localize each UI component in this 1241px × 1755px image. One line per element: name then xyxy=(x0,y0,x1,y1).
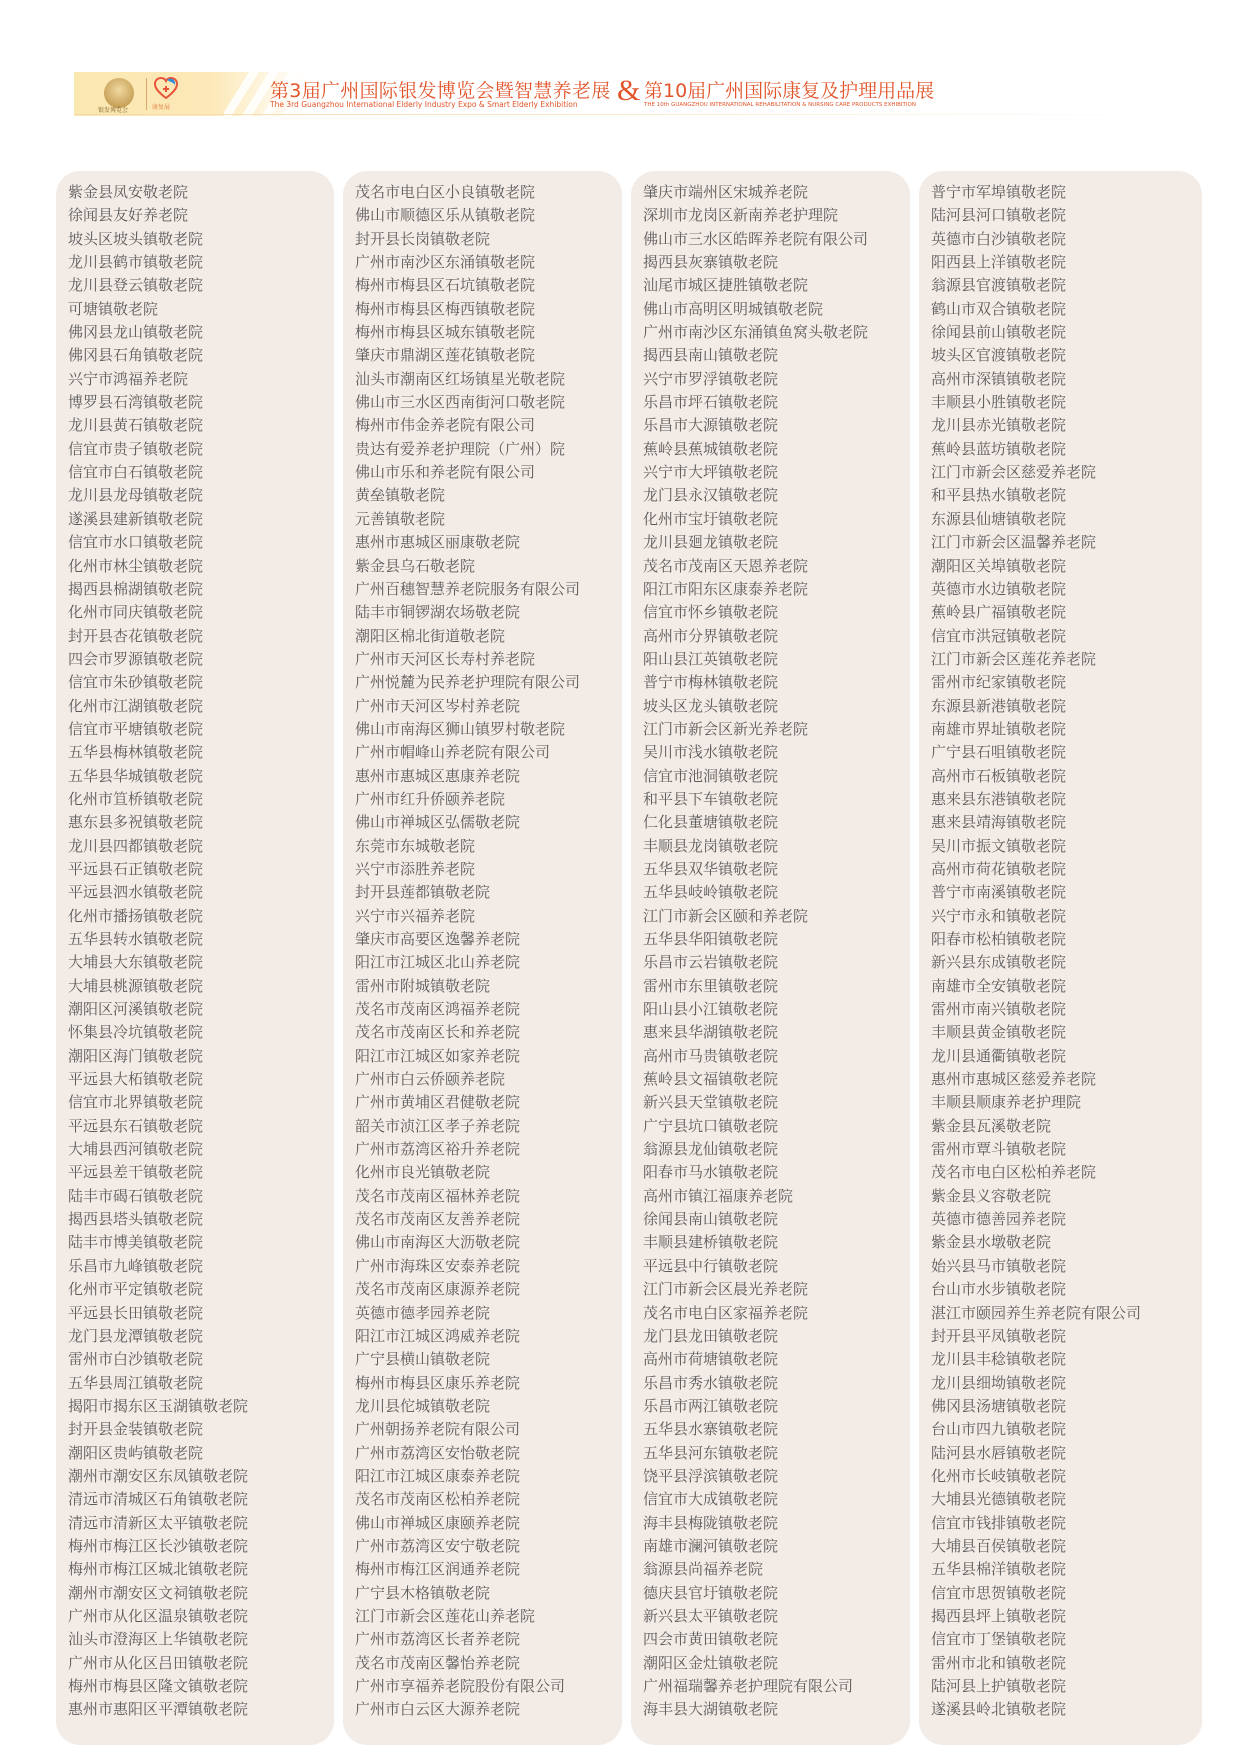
list-item: 高州市石板镇敬老院 xyxy=(931,766,1067,785)
list-item: 潮阳区贵屿镇敬老院 xyxy=(68,1443,204,1462)
list-item: 阳江市江城区如家养老院 xyxy=(355,1046,521,1065)
nursing-home-list xyxy=(68,181,334,1722)
list-item: 丰顺县建桥镇敬老院 xyxy=(643,1233,779,1252)
list-item: 梅州市梅县区城东镇敬老院 xyxy=(355,323,536,342)
list-item: 蕉岭县广福镇敬老院 xyxy=(931,603,1067,622)
list-item: 惠来县靖海镇敬老院 xyxy=(931,813,1067,832)
list-item: 五华县水寨镇敬老院 xyxy=(643,1420,779,1439)
list-item: 江门市新会区新光养老院 xyxy=(643,719,809,738)
list-item: 龙川县通衢镇敬老院 xyxy=(931,1046,1067,1065)
list-item: 徐闻县南山镇敬老院 xyxy=(643,1210,779,1229)
list-item: 普宁市梅林镇敬老院 xyxy=(643,673,779,692)
list-item: 紫金县义容敬老院 xyxy=(931,1186,1052,1205)
list-item: 广州市海珠区安泰养老院 xyxy=(355,1256,521,1275)
list-item: 陆河县河口镇敬老院 xyxy=(931,206,1067,225)
list-item: 化州市江湖镇敬老院 xyxy=(68,696,204,715)
list-item: 普宁市军埠镇敬老院 xyxy=(931,183,1067,201)
list-item: 揭阳市揭东区玉湖镇敬老院 xyxy=(68,1396,249,1415)
list-item: 封开县莲都镇敬老院 xyxy=(355,883,491,902)
list-item: 黄垒镇敬老院 xyxy=(355,486,446,505)
list-item: 陆河县水唇镇敬老院 xyxy=(931,1443,1067,1462)
list-item: 丰顺县黄金镇敬老院 xyxy=(931,1023,1067,1042)
list-item: 信宜市平塘镇敬老院 xyxy=(68,719,204,738)
list-item: 和平县热水镇敬老院 xyxy=(931,486,1067,505)
list-item: 高州市深镇镇敬老院 xyxy=(931,369,1067,388)
list-item: 惠州市惠城区丽康敬老院 xyxy=(355,533,521,552)
list-item: 茂名市茂南区鸿福养老院 xyxy=(355,1000,521,1019)
list-item: 英德市德善园养老院 xyxy=(931,1210,1067,1229)
list-item: 龙门县龙潭镇敬老院 xyxy=(68,1326,204,1345)
list-item: 吴川市浅水镇敬老院 xyxy=(643,743,779,762)
list-item: 信宜市池洞镇敬老院 xyxy=(643,766,779,785)
list-item: 广州市白云区大源养老院 xyxy=(355,1700,521,1719)
list-item: 乐昌市大源镇敬老院 xyxy=(643,416,779,435)
nursing-home-list xyxy=(643,181,910,1722)
list-item: 雷州市东里镇敬老院 xyxy=(643,976,779,995)
list-item: 潮阳区关埠镇敬老院 xyxy=(931,556,1067,575)
list-item: 怀集县冷坑镇敬老院 xyxy=(68,1023,204,1042)
list-item: 梅州市梅江区城北镇敬老院 xyxy=(68,1560,249,1579)
list-item: 龙川县赤光镇敬老院 xyxy=(931,416,1067,435)
list-item: 封开县长岗镇敬老院 xyxy=(355,229,491,248)
list-item: 紫金县乌石敬老院 xyxy=(355,556,476,575)
list-item: 茂名市电白区小良镇敬老院 xyxy=(355,183,536,201)
list-item: 广宁县坑口镇敬老院 xyxy=(643,1116,779,1135)
list-item: 封开县金装镇敬老院 xyxy=(68,1420,204,1439)
list-item: 汕尾市城区捷胜镇敬老院 xyxy=(643,276,809,295)
rehab-expo-heart-logo-icon xyxy=(154,77,178,99)
list-item: 平远县东石镇敬老院 xyxy=(68,1116,204,1135)
list-item: 龙川县佗城镇敬老院 xyxy=(355,1396,491,1415)
logo-divider xyxy=(146,78,147,110)
list-item: 封开县杏花镇敬老院 xyxy=(68,626,204,645)
list-item: 江门市新会区莲花山养老院 xyxy=(355,1606,536,1625)
list-item: 五华县华城镇敬老院 xyxy=(68,766,204,785)
list-item: 四会市罗源镇敬老院 xyxy=(68,649,204,668)
list-item: 兴宁市兴福养老院 xyxy=(355,906,476,925)
list-item: 乐昌市云岩镇敬老院 xyxy=(643,953,779,972)
list-item: 陆河县上护镇敬老院 xyxy=(931,1677,1067,1695)
exhibition-banner xyxy=(74,72,1174,116)
list-item: 化州市长岐镇敬老院 xyxy=(931,1466,1067,1485)
silver-expo-logo-caption: 银发博览会 xyxy=(98,107,129,114)
list-item: 遂溪县岭北镇敬老院 xyxy=(931,1700,1067,1719)
list-item: 揭西县灰寨镇敬老院 xyxy=(643,253,779,272)
list-item: 翁源县龙仙镇敬老院 xyxy=(643,1140,779,1159)
list-item: 乐昌市秀水镇敬老院 xyxy=(643,1373,779,1392)
list-item: 肇庆市端州区宋城养老院 xyxy=(643,183,809,201)
list-item: 茂名市茂南区松柏养老院 xyxy=(355,1490,521,1509)
list-item: 信宜市大成镇敬老院 xyxy=(643,1490,779,1509)
list-item: 龙门县龙田镇敬老院 xyxy=(643,1326,779,1345)
list-item: 韶关市浈江区孝子养老院 xyxy=(355,1116,521,1135)
list-item: 佛山市禅城区弘儒敬老院 xyxy=(355,813,521,832)
silver-expo-logo-icon xyxy=(104,78,134,108)
list-item: 台山市水步镇敬老院 xyxy=(931,1280,1067,1299)
list-item: 平远县长田镇敬老院 xyxy=(68,1303,204,1322)
list-item: 佛山市南海区大沥敬老院 xyxy=(355,1233,521,1252)
list-item: 新兴县天堂镇敬老院 xyxy=(643,1093,779,1112)
list-item: 平远县差干镇敬老院 xyxy=(68,1163,204,1182)
list-item: 兴宁市添胜养老院 xyxy=(355,859,476,878)
list-item: 五华县周江镇敬老院 xyxy=(68,1373,204,1392)
list-item: 翁源县尚福养老院 xyxy=(643,1560,764,1579)
list-item: 广州市荔湾区裕升养老院 xyxy=(355,1140,521,1159)
list-item: 信宜市钱排镇敬老院 xyxy=(931,1513,1067,1532)
list-item: 清远市清城区石角镇敬老院 xyxy=(68,1490,249,1509)
nursing-home-list xyxy=(931,181,1202,1722)
list-item: 广宁县石咀镇敬老院 xyxy=(931,743,1067,762)
list-item: 广州市享福养老院股份有限公司 xyxy=(355,1677,566,1695)
list-item: 阳山县小江镇敬老院 xyxy=(643,1000,779,1019)
rehab-title-en: THE 10th GUANGZHOU INTERNATIONAL REHABILITATION & NURSING CARE PRODUCTS EXHIBITION xyxy=(644,102,916,108)
list-item: 博罗县石湾镇敬老院 xyxy=(68,393,204,412)
list-item: 高州市马贵镇敬老院 xyxy=(643,1046,779,1065)
list-item: 潮阳区棉北街道敬老院 xyxy=(355,626,506,645)
list-item: 英德市德孝园养老院 xyxy=(355,1303,491,1322)
list-item: 蕉岭县文福镇敬老院 xyxy=(643,1070,779,1089)
list-item: 吴川市振文镇敬老院 xyxy=(931,836,1067,855)
list-item: 潮阳区金灶镇敬老院 xyxy=(643,1653,779,1672)
list-column-2 xyxy=(343,171,622,1745)
list-item: 惠州市惠阳区平潭镇敬老院 xyxy=(68,1700,249,1719)
list-item: 五华县双华镇敬老院 xyxy=(643,859,779,878)
list-item: 汕头市澄海区上华镇敬老院 xyxy=(68,1630,249,1649)
list-item: 江门市新会区晨光养老院 xyxy=(643,1280,809,1299)
list-item: 贵达有爱养老护理院（广州）院 xyxy=(355,439,566,458)
list-item: 化州市平定镇敬老院 xyxy=(68,1280,204,1299)
list-item: 徐闻县前山镇敬老院 xyxy=(931,323,1067,342)
list-item: 陆丰市铜锣湖农场敬老院 xyxy=(355,603,521,622)
list-item: 梅州市梅县区石坑镇敬老院 xyxy=(355,276,536,295)
list-item: 坡头区官渡镇敬老院 xyxy=(931,346,1067,365)
list-item: 茂名市电白区松柏养老院 xyxy=(931,1163,1097,1182)
list-item: 佛山市顺德区乐从镇敬老院 xyxy=(355,206,536,225)
list-item: 肇庆市鼎湖区莲花镇敬老院 xyxy=(355,346,536,365)
list-item: 陆丰市博美镇敬老院 xyxy=(68,1233,204,1252)
list-item: 广州悦麓为民养老护理院有限公司 xyxy=(355,673,581,692)
list-item: 梅州市梅县区梅西镇敬老院 xyxy=(355,299,536,318)
list-item: 五华县棉洋镇敬老院 xyxy=(931,1560,1067,1579)
list-item: 阳西县上洋镇敬老院 xyxy=(931,253,1067,272)
list-item: 佛冈县汤塘镇敬老院 xyxy=(931,1396,1067,1415)
list-item: 阳江市江城区鸿威养老院 xyxy=(355,1326,521,1345)
list-item: 惠州市惠城区慈爱养老院 xyxy=(931,1070,1097,1089)
list-item: 龙川县龙母镇敬老院 xyxy=(68,486,204,505)
list-item: 雷州市纪家镇敬老院 xyxy=(931,673,1067,692)
list-item: 惠来县华湖镇敬老院 xyxy=(643,1023,779,1042)
list-item: 遂溪县建新镇敬老院 xyxy=(68,509,204,528)
list-item: 南雄市界址镇敬老院 xyxy=(931,719,1067,738)
list-item: 紫金县瓦溪敬老院 xyxy=(931,1116,1052,1135)
list-item: 潮阳区海门镇敬老院 xyxy=(68,1046,204,1065)
list-item: 乐昌市九峰镇敬老院 xyxy=(68,1256,204,1275)
list-item: 德庆县官圩镇敬老院 xyxy=(643,1583,779,1602)
list-item: 五华县华阳镇敬老院 xyxy=(643,930,779,948)
list-item: 惠来县东港镇敬老院 xyxy=(931,789,1067,808)
list-item: 佛山市禅城区康颐养老院 xyxy=(355,1513,521,1532)
list-item: 梅州市梅县区隆文镇敬老院 xyxy=(68,1677,249,1695)
list-item: 广州百穗智慧养老院服务有限公司 xyxy=(355,579,581,598)
list-item: 东源县仙塘镇敬老院 xyxy=(931,509,1067,528)
list-item: 坡头区龙头镇敬老院 xyxy=(643,696,779,715)
list-item: 仁化县董塘镇敬老院 xyxy=(643,813,779,832)
list-item: 翁源县官渡镇敬老院 xyxy=(931,276,1067,295)
list-item: 始兴县马市镇敬老院 xyxy=(931,1256,1067,1275)
nursing-home-list xyxy=(355,181,622,1722)
list-column-3 xyxy=(631,171,910,1745)
list-item: 广州市从化区吕田镇敬老院 xyxy=(68,1653,249,1672)
list-item: 广宁县横山镇敬老院 xyxy=(355,1350,491,1369)
list-item: 佛山市高明区明城镇敬老院 xyxy=(643,299,824,318)
list-item: 广州市天河区长寿村养老院 xyxy=(355,649,536,668)
list-item: 广州市白云侨颐养老院 xyxy=(355,1070,506,1089)
list-item: 惠东县多祝镇敬老院 xyxy=(68,813,204,832)
list-item: 潮州市潮安区东凤镇敬老院 xyxy=(68,1466,249,1485)
list-item: 平远县中行镇敬老院 xyxy=(643,1256,779,1275)
list-item: 佛山市三水区皓晖养老院有限公司 xyxy=(643,229,869,248)
list-item: 兴宁市鸿福养老院 xyxy=(68,369,189,388)
list-item: 阳春市马水镇敬老院 xyxy=(643,1163,779,1182)
list-column-1 xyxy=(56,171,334,1745)
list-item: 海丰县大湖镇敬老院 xyxy=(643,1700,779,1719)
list-item: 雷州市覃斗镇敬老院 xyxy=(931,1140,1067,1159)
list-item: 高州市荷塘镇敬老院 xyxy=(643,1350,779,1369)
list-item: 五华县河东镇敬老院 xyxy=(643,1443,779,1462)
list-item: 丰顺县小胜镇敬老院 xyxy=(931,393,1067,412)
list-item: 信宜市白石镇敬老院 xyxy=(68,463,204,482)
list-item: 梅州市梅江区长沙镇敬老院 xyxy=(68,1536,249,1555)
list-item: 化州市同庆镇敬老院 xyxy=(68,603,204,622)
list-item: 大埔县百侯镇敬老院 xyxy=(931,1536,1067,1555)
list-item: 五华县岐岭镇敬老院 xyxy=(643,883,779,902)
list-item: 汕头市潮南区红场镇星光敬老院 xyxy=(355,369,566,388)
list-item: 化州市良光镇敬老院 xyxy=(355,1163,491,1182)
list-item: 茂名市茂南区馨怡养老院 xyxy=(355,1653,521,1672)
list-item: 元善镇敬老院 xyxy=(355,509,446,528)
list-item: 兴宁市大坪镇敬老院 xyxy=(643,463,779,482)
list-item: 紫金县水墩敬老院 xyxy=(931,1233,1052,1252)
list-item: 化州市宝圩镇敬老院 xyxy=(643,509,779,528)
list-item: 揭西县南山镇敬老院 xyxy=(643,346,779,365)
list-item: 惠州市惠城区惠康养老院 xyxy=(355,766,521,785)
banner-underline xyxy=(74,114,1174,115)
list-item: 广州市从化区温泉镇敬老院 xyxy=(68,1606,249,1625)
list-item: 茂名市茂南区长和养老院 xyxy=(355,1023,521,1042)
list-item: 高州市镇江福康养老院 xyxy=(643,1186,794,1205)
list-item: 大埔县光德镇敬老院 xyxy=(931,1490,1067,1509)
list-item: 化州市笪桥镇敬老院 xyxy=(68,789,204,808)
list-item: 乐昌市坪石镇敬老院 xyxy=(643,393,779,412)
list-item: 兴宁市罗浮镇敬老院 xyxy=(643,369,779,388)
list-item: 阳山县江英镇敬老院 xyxy=(643,649,779,668)
list-item: 和平县下车镇敬老院 xyxy=(643,789,779,808)
list-item: 信宜市朱砂镇敬老院 xyxy=(68,673,204,692)
list-item: 湛江市颐园养生养老院有限公司 xyxy=(931,1303,1142,1322)
list-item: 佛冈县龙山镇敬老院 xyxy=(68,323,204,342)
list-item: 阳江市江城区北山养老院 xyxy=(355,953,521,972)
list-item: 高州市荷花镇敬老院 xyxy=(931,859,1067,878)
list-column-4 xyxy=(919,171,1202,1745)
list-item: 佛冈县石角镇敬老院 xyxy=(68,346,204,365)
list-item: 龙川县细坳镇敬老院 xyxy=(931,1373,1067,1392)
list-item: 化州市林尘镇敬老院 xyxy=(68,556,204,575)
list-item: 阳春市松柏镇敬老院 xyxy=(931,930,1067,948)
list-item: 乐昌市两江镇敬老院 xyxy=(643,1396,779,1415)
list-item: 东源县新港镇敬老院 xyxy=(931,696,1067,715)
expo-title-cn: 第3届广州国际银发博览会暨智慧养老展 xyxy=(270,80,611,102)
list-item: 丰顺县顺康养老护理院 xyxy=(931,1093,1082,1112)
list-item: 紫金县凤安敬老院 xyxy=(68,183,189,201)
list-item: 龙川县四都镇敬老院 xyxy=(68,836,204,855)
list-item: 雷州市北和镇敬老院 xyxy=(931,1653,1067,1672)
list-item: 徐闻县友好养老院 xyxy=(68,206,189,225)
list-item: 江门市新会区颐和养老院 xyxy=(643,906,809,925)
list-item: 大埔县大东镇敬老院 xyxy=(68,953,204,972)
list-item: 雷州市附城镇敬老院 xyxy=(355,976,491,995)
list-item: 平远县大柘镇敬老院 xyxy=(68,1070,204,1089)
list-item: 广州市南沙区东涌镇鱼窝头敬老院 xyxy=(643,323,869,342)
list-item: 广州福瑞馨养老护理院有限公司 xyxy=(643,1677,854,1695)
list-item: 佛山市三水区西南街河口敬老院 xyxy=(355,393,566,412)
list-item: 广州市天河区岑村养老院 xyxy=(355,696,521,715)
list-item: 揭西县塔头镇敬老院 xyxy=(68,1210,204,1229)
list-item: 五华县转水镇敬老院 xyxy=(68,930,204,948)
list-item: 高州市分界镇敬老院 xyxy=(643,626,779,645)
list-item: 信宜市贵子镇敬老院 xyxy=(68,439,204,458)
list-item: 广州市荔湾区安宁敬老院 xyxy=(355,1536,521,1555)
list-item: 江门市新会区莲花养老院 xyxy=(931,649,1097,668)
list-item: 茂名市茂南区天恩养老院 xyxy=(643,556,809,575)
list-item: 信宜市水口镇敬老院 xyxy=(68,533,204,552)
list-item: 江门市新会区温馨养老院 xyxy=(931,533,1097,552)
list-item: 龙川县登云镇敬老院 xyxy=(68,276,204,295)
list-item: 信宜市怀乡镇敬老院 xyxy=(643,603,779,622)
list-item: 雷州市白沙镇敬老院 xyxy=(68,1350,204,1369)
rehab-title-cn: 第10届广州国际康复及护理用品展 xyxy=(644,80,935,102)
list-item: 佛山市南海区狮山镇罗村敬老院 xyxy=(355,719,566,738)
list-item: 海丰县梅陇镇敬老院 xyxy=(643,1513,779,1532)
list-item: 广宁县木格镇敬老院 xyxy=(355,1583,491,1602)
list-item: 阳江市江城区康泰养老院 xyxy=(355,1466,521,1485)
title-ampersand: & xyxy=(617,74,641,107)
list-item: 茂名市电白区家福养老院 xyxy=(643,1303,809,1322)
list-item: 南雄市全安镇敬老院 xyxy=(931,976,1067,995)
list-item: 兴宁市永和镇敬老院 xyxy=(931,906,1067,925)
list-item: 五华县梅林镇敬老院 xyxy=(68,743,204,762)
list-item: 信宜市洪冠镇敬老院 xyxy=(931,626,1067,645)
list-item: 平远县石正镇敬老院 xyxy=(68,859,204,878)
list-item: 台山市四九镇敬老院 xyxy=(931,1420,1067,1439)
list-item: 封开县平凤镇敬老院 xyxy=(931,1326,1067,1345)
list-item: 平远县泗水镇敬老院 xyxy=(68,883,204,902)
list-item: 广州市荔湾区长者养老院 xyxy=(355,1630,521,1649)
list-item: 潮阳区河溪镇敬老院 xyxy=(68,1000,204,1019)
list-item: 饶平县浮滨镇敬老院 xyxy=(643,1466,779,1485)
list-item: 佛山市乐和养老院有限公司 xyxy=(355,463,536,482)
list-item: 信宜市丁堡镇敬老院 xyxy=(931,1630,1067,1649)
list-item: 龙川县廻龙镇敬老院 xyxy=(643,533,779,552)
list-item: 梅州市伟金养老院有限公司 xyxy=(355,416,536,435)
list-item: 肇庆市高要区逸馨养老院 xyxy=(355,930,521,948)
list-item: 清远市清新区太平镇敬老院 xyxy=(68,1513,249,1532)
list-item: 鹤山市双合镇敬老院 xyxy=(931,299,1067,318)
list-item: 揭西县棉湖镇敬老院 xyxy=(68,579,204,598)
list-item: 广州市红升侨颐养老院 xyxy=(355,789,506,808)
list-item: 潮州市潮安区文祠镇敬老院 xyxy=(68,1583,249,1602)
list-item: 大埔县桃源镇敬老院 xyxy=(68,976,204,995)
list-item: 信宜市北界镇敬老院 xyxy=(68,1093,204,1112)
list-item: 龙门县永汉镇敬老院 xyxy=(643,486,779,505)
list-item: 丰顺县龙岗镇敬老院 xyxy=(643,836,779,855)
list-item: 深圳市龙岗区新南养老护理院 xyxy=(643,206,839,225)
list-item: 蕉岭县蕉城镇敬老院 xyxy=(643,439,779,458)
list-item: 英德市白沙镇敬老院 xyxy=(931,229,1067,248)
list-item: 英德市水边镇敬老院 xyxy=(931,579,1067,598)
list-item: 茂名市茂南区友善养老院 xyxy=(355,1210,521,1229)
list-item: 雷州市南兴镇敬老院 xyxy=(931,1000,1067,1019)
expo-title-en: The 3rd Guangzhou International Elderly Industry Expo & Smart Elderly Exhibition xyxy=(270,100,578,109)
list-item: 龙川县鹤市镇敬老院 xyxy=(68,253,204,272)
list-item: 可塘镇敬老院 xyxy=(68,299,159,318)
list-item: 大埔县西河镇敬老院 xyxy=(68,1140,204,1159)
list-item: 广州朝扬养老院有限公司 xyxy=(355,1420,521,1439)
list-item: 梅州市梅县区康乐养老院 xyxy=(355,1373,521,1392)
list-item: 新兴县太平镇敬老院 xyxy=(643,1606,779,1625)
list-item: 四会市黄田镇敬老院 xyxy=(643,1630,779,1649)
list-item: 茂名市茂南区福林养老院 xyxy=(355,1186,521,1205)
list-item: 陆丰市碣石镇敬老院 xyxy=(68,1186,204,1205)
list-item: 化州市播扬镇敬老院 xyxy=(68,906,204,925)
list-item: 广州市荔湾区安怡敬老院 xyxy=(355,1443,521,1462)
list-item: 东莞市东城敬老院 xyxy=(355,836,476,855)
list-item: 梅州市梅江区润通养老院 xyxy=(355,1560,521,1579)
list-item: 广州市南沙区东涌镇敬老院 xyxy=(355,253,536,272)
list-item: 广州市帽峰山养老院有限公司 xyxy=(355,743,551,762)
list-item: 新兴县东成镇敬老院 xyxy=(931,953,1067,972)
list-item: 阳江市阳东区康泰养老院 xyxy=(643,579,809,598)
list-item: 南雄市澜河镇敬老院 xyxy=(643,1536,779,1555)
rehab-expo-logo-caption: 康复展 xyxy=(152,104,171,111)
list-item: 茂名市茂南区康源养老院 xyxy=(355,1280,521,1299)
list-item: 揭西县坪上镇敬老院 xyxy=(931,1606,1067,1625)
list-item: 广州市黄埔区君健敬老院 xyxy=(355,1093,521,1112)
list-item: 信宜市思贺镇敬老院 xyxy=(931,1583,1067,1602)
list-item: 龙川县黄石镇敬老院 xyxy=(68,416,204,435)
list-item: 蕉岭县蓝坊镇敬老院 xyxy=(931,439,1067,458)
list-item: 坡头区坡头镇敬老院 xyxy=(68,229,204,248)
list-item: 江门市新会区慈爱养老院 xyxy=(931,463,1097,482)
list-item: 普宁市南溪镇敬老院 xyxy=(931,883,1067,902)
list-item: 龙川县丰稔镇敬老院 xyxy=(931,1350,1067,1369)
